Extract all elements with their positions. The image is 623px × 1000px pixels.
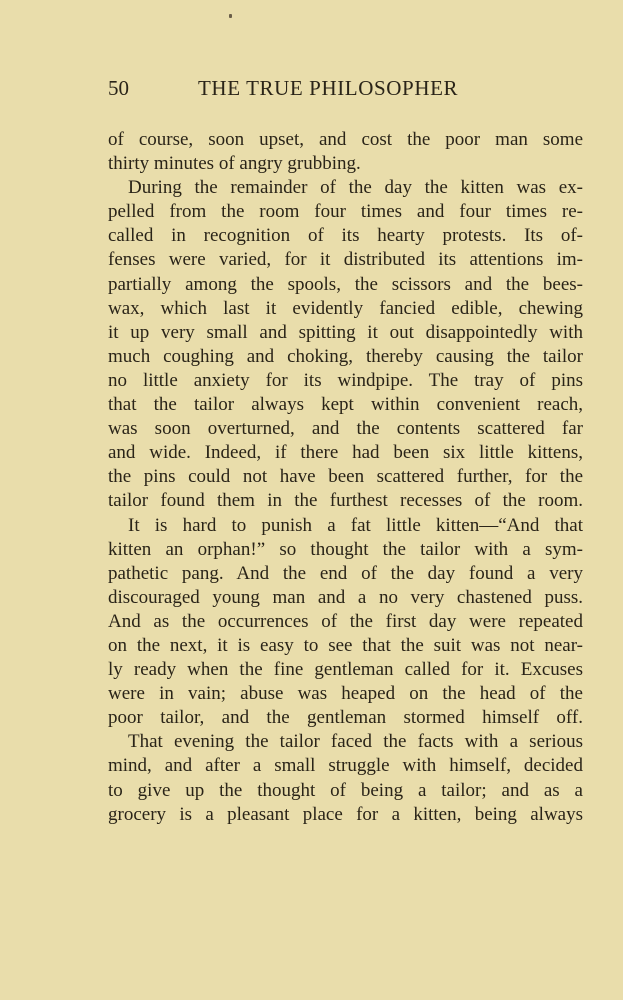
page-number: 50	[108, 76, 129, 100]
text-line: called in recognition of its hearty protests. Its of-	[108, 225, 583, 247]
text-line: It is hard to punish a fat little kitten—“And that	[128, 514, 583, 536]
text-line: much coughing and choking, thereby causing the tailor	[108, 345, 583, 367]
text-line: fenses were varied, for it distributed its attentions im-	[108, 249, 583, 271]
text-line: that the tailor always kept within convenient reach,	[108, 394, 583, 416]
text-line: the pins could not have been scattered further, for the	[108, 466, 583, 488]
text-line: was soon overturned, and the contents scattered far	[108, 418, 583, 440]
text-line: pelled from the room four times and four times re-	[108, 201, 583, 223]
text-line: no little anxiety for its windpipe. The tray of pins	[108, 369, 583, 391]
text-line: ly ready when the fine gentleman called for it. Excuses	[108, 659, 583, 681]
page-header	[108, 76, 583, 102]
text-line: of course, soon upset, and cost the poor man some	[108, 129, 583, 150]
text-line: on the next, it is easy to see that the suit was not near-	[108, 634, 583, 656]
text-line: pathetic pang. And the end of the day found a very	[108, 562, 583, 584]
text-line: And as the occurrences of the first day were repeated	[108, 610, 583, 632]
text-line: That evening the tailor faced the facts with a serious	[128, 731, 583, 753]
text-line: thirty minutes of angry grubbing.	[108, 153, 361, 175]
text-line: discouraged young man and a no very chastened puss.	[108, 586, 583, 608]
text-line: partially among the spools, the scissors and the bees-	[108, 273, 583, 295]
text-line: tailor found them in the furthest recesses of the room.	[108, 490, 583, 512]
running-title: THE TRUE PHILOSOPHER	[198, 76, 459, 100]
text-line: wax, which last it evidently fancied edible, chewing	[108, 297, 583, 319]
text-line: to give up the thought of being a tailor; and as a	[108, 779, 583, 801]
text-line: were in vain; abuse was heaped on the head of the	[108, 683, 583, 705]
text-line: mind, and after a small struggle with himself, decided	[108, 755, 583, 777]
text-line: and wide. Indeed, if there had been six little kittens,	[108, 442, 583, 464]
paper-speck	[229, 14, 232, 18]
text-line: kitten an orphan!” so thought the tailor with a sym-	[108, 538, 583, 560]
text-line: grocery is a pleasant place for a kitten, being always	[108, 803, 583, 825]
text-line: it up very small and spitting it out disappointedly with	[108, 321, 583, 343]
text-line: poor tailor, and the gentleman stormed himself off.	[108, 707, 583, 729]
body-text	[108, 128, 583, 827]
text-line: During the remainder of the day the kitten was ex-	[128, 177, 583, 199]
